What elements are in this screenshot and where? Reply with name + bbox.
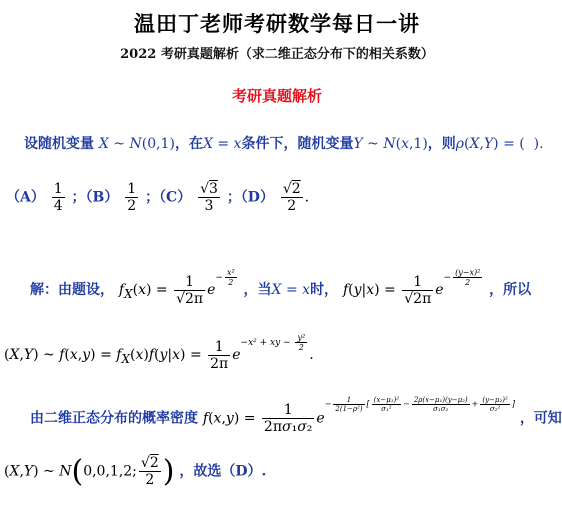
- option-a-label: （A）: [6, 189, 45, 206]
- option-c-value: $\frac{√3}{3}$: [200, 181, 218, 214]
- solution-intro: 解：由题设，: [30, 282, 114, 298]
- solution-when-2: 时，: [310, 282, 339, 298]
- math-x-dist: X: [98, 136, 109, 152]
- option-a-value: $\frac{1}{4}$: [53, 181, 63, 214]
- solution-line-1: 解：由题设， $f_X(x)$ = $\frac{1}{√2\pi}$ e− $\frac{\text{x²}}{2}$ ，当X = x时， f(y|x) = $\frac{1}{√2\pi}$ e− $\frac{\text{(y−x)²}}{2}$ ，所以: [30, 268, 532, 307]
- option-c-label: ；（C）: [145, 189, 192, 206]
- page-subtitle: 2022 考研真题解析（求二维正态分布下的相关系数）: [120, 47, 434, 62]
- solution-line-2: (X,Y) ~ $f(x,y) = f_X(x)f(y|x)$ = $\frac{1}{2\pi}$ e−x² + xy − $\frac{\text{y²}}{2}$ .: [4, 333, 314, 372]
- solution-when: ，当: [243, 282, 272, 298]
- solution-density-label: 由二维正态分布的概率密度: [30, 410, 198, 427]
- question-text-2: 条件下，随机变量: [241, 136, 354, 152]
- option-b-value: $\frac{1}{2}$: [127, 181, 137, 214]
- solution-known: ，可知: [519, 410, 562, 427]
- solution-choose: ，故选（D）.: [179, 463, 267, 480]
- solution-line-4: (X,Y) ~ N(0,0,1,2; $\frac{√2}{2}$ ) ，故选（D）.: [4, 454, 267, 489]
- question-prefix: 设随机变量: [24, 136, 94, 152]
- option-d-value: $\frac{√2}{2}$: [282, 181, 301, 214]
- options-row: （A） $\frac{1}{4}$ ；（B） $\frac{1}{2}$ ；（C） $\frac{√3}{3}$ ；（D） $\frac{√2}{2}$ .: [6, 181, 310, 214]
- question-text-3: ，则: [427, 136, 456, 152]
- option-b-label: ；（B）: [71, 189, 119, 206]
- solution-so: ，所以: [489, 282, 532, 298]
- question-statement: 设随机变量 X ~ N(0,1)，在X = x条件下，随机变量Y ~ N(x,1)，则ρ(X,Y) = ( ).: [24, 136, 544, 152]
- question-text-1: ，在: [174, 136, 203, 152]
- section-heading: 考研真题解析: [231, 87, 322, 105]
- solution-line-3: 由二维正态分布的概率密度 f(x,y) = $\frac{1}{\text{2πσ₁σ₂}}$ e− $\frac{1}{\text{2(1−ρ²)}}$ [ $\frac{\text{(x−μ₁)²}}{\text{σ₁²}}$ − $\frac{\text{2ρ(x−μ₁)(y−μ₂)}}{\text{σ₁σ₂}}$ + $\frac{\text{(y−μ₂)²}}{\text{σ₂²}}$ ] ，可知: [30, 396, 562, 435]
- option-d-label: ；（D）: [226, 189, 274, 206]
- page-title: 温田丁老师考研数学每日一讲: [134, 11, 420, 36]
